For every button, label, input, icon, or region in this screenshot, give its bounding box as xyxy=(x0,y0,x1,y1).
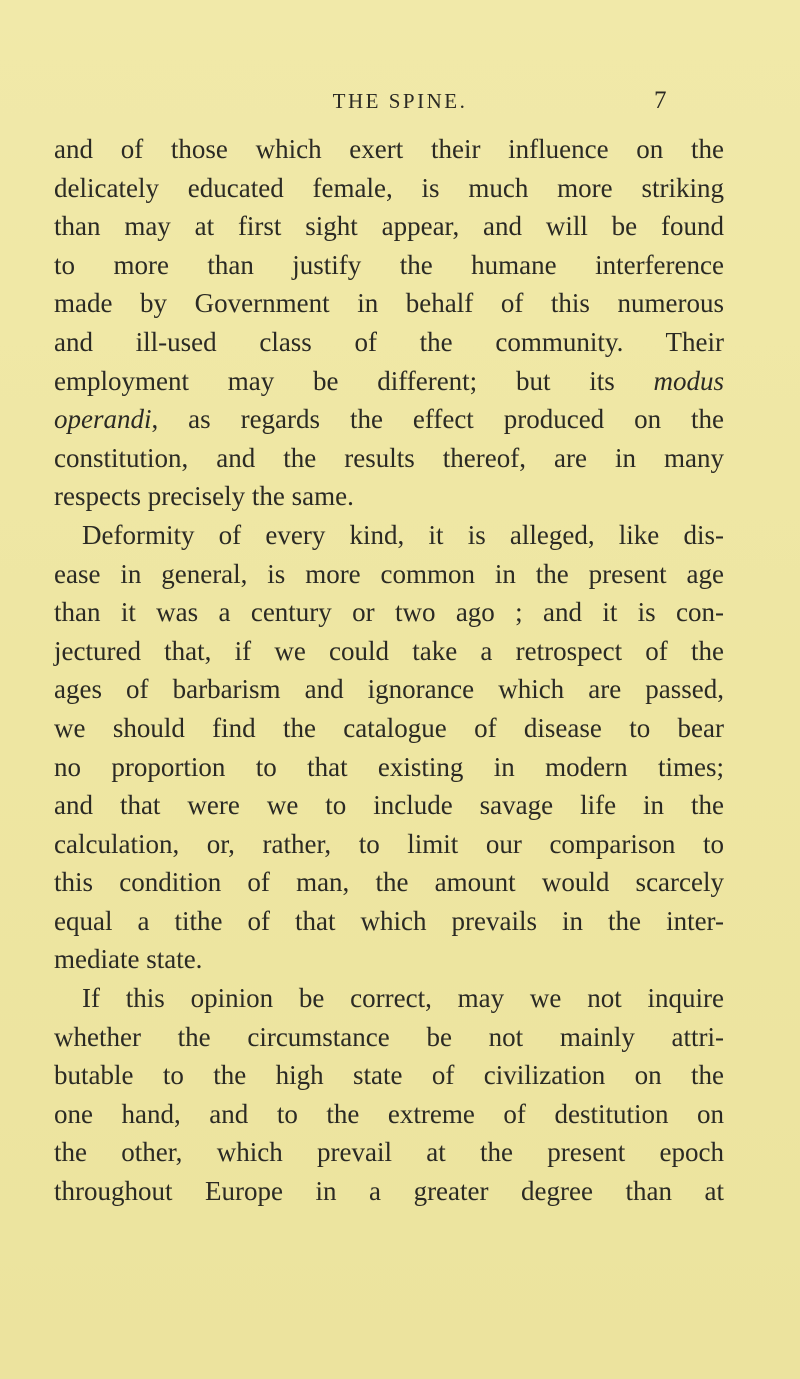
text-line: ease in general, is more common in the present age xyxy=(54,558,724,589)
text-line: than may at first sight appear, and will be found xyxy=(54,211,724,242)
text-line: and ill-used class of the community. Their xyxy=(54,326,724,357)
text-line: one hand, and to the extreme of destitution on xyxy=(54,1098,724,1129)
text-line: constitution, and the results thereof, are in many xyxy=(54,442,724,473)
text-line: If this opinion be correct, may we not inquire xyxy=(82,983,724,1014)
text-line: made by Government in behalf of this numerous xyxy=(54,288,724,319)
page-number: 7 xyxy=(654,87,667,114)
body-text xyxy=(54,130,724,1211)
text-line: to more than justify the humane interference xyxy=(54,249,724,280)
text-line: jectured that, if we could take a retrospect of the xyxy=(54,635,724,666)
text-line: Deformity of every kind, it is alleged, like dis- xyxy=(82,519,724,550)
text-line: and of those which exert their influence on the xyxy=(54,134,724,164)
text-line: butable to the high state of civilization on the xyxy=(54,1060,724,1091)
text-line: we should find the catalogue of disease to bear xyxy=(54,712,724,743)
text-line: equal a tithe of that which prevails in the inter- xyxy=(54,905,724,936)
text-line: than it was a century or two ago ; and it is con- xyxy=(54,597,724,628)
text-line: mediate state. xyxy=(54,944,203,975)
text-line: delicately educated female, is much more striking xyxy=(54,172,724,203)
italic-term: operandi xyxy=(54,404,152,435)
text-line: the other, which prevail at the present epoch xyxy=(54,1137,724,1168)
text-line: operandi, as regards the effect produced on the xyxy=(54,404,724,435)
text-line: calculation, or, rather, to limit our comparison to xyxy=(54,828,724,859)
running-head xyxy=(0,86,800,116)
text-line: and that were we to include savage life in the xyxy=(54,790,724,821)
text-line-with-italic xyxy=(54,362,724,401)
text-line: whether the circumstance be not mainly attri- xyxy=(54,1021,724,1052)
running-title: THE SPINE. xyxy=(332,89,468,113)
italic-term: modus xyxy=(653,365,724,396)
text-line: ages of barbarism and ignorance which are passed, xyxy=(54,674,724,705)
text-line: this condition of man, the amount would scarcely xyxy=(54,867,724,898)
text-run: employment may be different; but its xyxy=(54,365,615,396)
text-line: no proportion to that existing in modern times; xyxy=(54,751,724,782)
text-line: respects precisely the same. xyxy=(54,481,354,512)
text-line: throughout Europe in a greater degree than at xyxy=(54,1176,724,1207)
